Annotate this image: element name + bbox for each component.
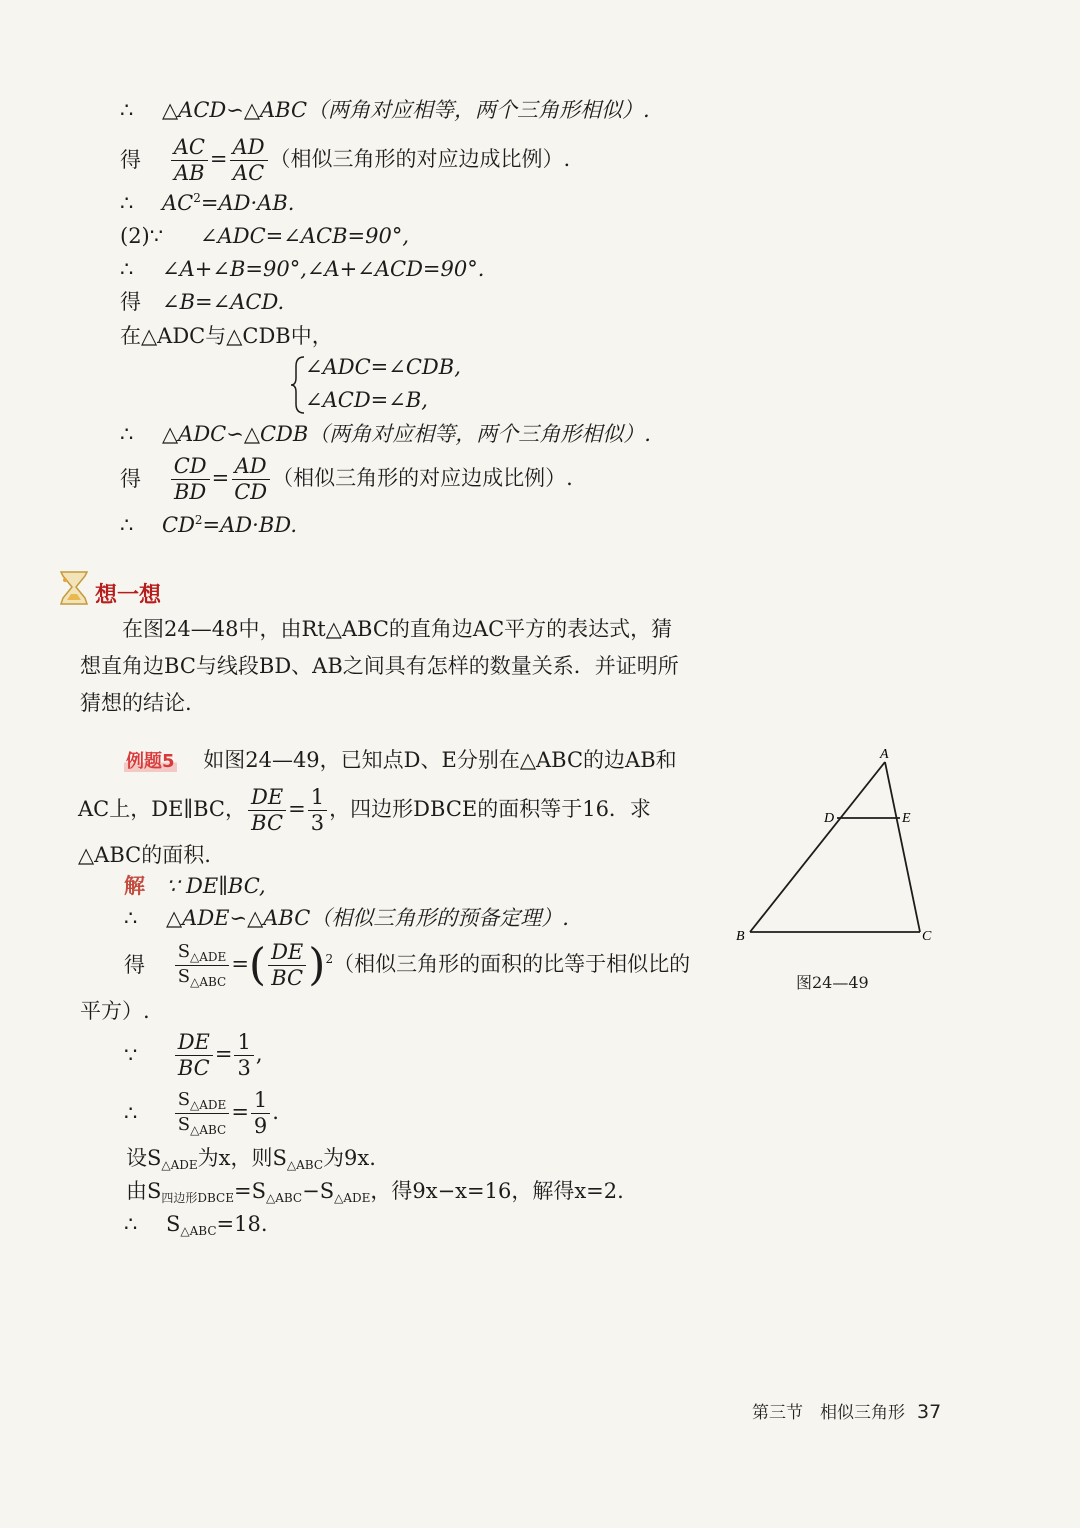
proof-line-4: (2)∵ ∠ADC=∠ACB=90°, [120, 224, 410, 248]
left-brace [290, 356, 306, 414]
solution-line-2: ∴ △ADE∽△ABC（相似三角形的预备定理）. [124, 906, 569, 930]
triangle-figure [730, 740, 950, 955]
proof-line-3: ∴ $AC^2=AD\cdot AB$. [120, 191, 295, 215]
point-d-label: D [824, 811, 835, 826]
fraction: $\frac{DE}{BC}$ [175, 1032, 213, 1079]
fraction: $\frac{S_{\triangle ADE}}{S_{\triangle ABC}}$ [175, 943, 230, 988]
solution-line-3: 得 $\frac{S_{\triangle ADE}}{S_{\triangle ABC}}$ =( $\frac{DE}{BC}$ )$^2$（相似三角形的面积的比等于相似比的 [124, 939, 691, 991]
page-footer [752, 1398, 941, 1423]
fraction: $\frac{DE}{BC}$ [268, 942, 306, 989]
proof-line-2: 得 $\frac{AC}{AB}$ = $\frac{AD}{AC}$ （相似三角形的对应边成比例）. [120, 135, 571, 185]
example-label: 例题5 [126, 751, 175, 772]
fraction: $\frac{AC}{AB}$ [171, 137, 208, 184]
page-number: 37 [917, 1401, 942, 1423]
think-section-title: 想一想 [95, 583, 162, 608]
fraction: $\frac{1}{9}$ [251, 1090, 270, 1137]
point-e-label: E [902, 811, 911, 826]
solution-line-3-cont: 平方）. [80, 999, 150, 1023]
side-ac [885, 762, 920, 932]
vertex-c-label: C [922, 929, 932, 944]
solution-line-4: ∵ $\frac{DE}{BC}$ = $\frac{1}{3}$ , [124, 1030, 263, 1080]
vertex-a-label: A [880, 747, 889, 762]
proof-line-8: ∴ △ADC∽△CDB（两角对应相等，两个三角形相似）. [120, 422, 651, 446]
fraction: $\frac{AD}{CD}$ [231, 456, 270, 503]
vertex-b-label: B [736, 929, 745, 944]
brace-condition-2: ∠ACD=∠B, [305, 388, 428, 412]
proof-line-6: 得 ∠B=∠ACD. [120, 290, 285, 314]
think-paragraph: 在图24—48中，由Rt△ABC的直角边AC平方的表达式，猜 想直角边BC与线段BD、AB之间具有怎样的数量关系．并证明所 猜想的结论. [80, 617, 679, 715]
solution-line-5: ∴ $\frac{S_{\triangle ADE}}{S_{\triangle ABC}}$ = $\frac{1}{9}$ . [124, 1088, 279, 1138]
proof-line-9: 得 $\frac{CD}{BD}$ = $\frac{AD}{CD}$ （相似三角形的对应边成比例）. [120, 454, 573, 504]
fraction: $\frac{CD}{BD}$ [171, 456, 210, 503]
proof-line-7: 在△ADC与△CDB中， [120, 324, 333, 348]
solution-line-7: 由$S_{四边形DBCE}=S_{\triangle ABC}-S_{\triangle ADE}$，得9x−x=16，解得x=2. [126, 1179, 624, 1205]
fraction: $\frac{1}{3}$ [234, 1032, 253, 1079]
fraction: $\frac{S_{\triangle ADE}}{S_{\triangle ABC}}$ [175, 1091, 230, 1136]
solution-line-6: 设$S_{\triangle ADE}$为x，则$S_{\triangle ABC}$为9x. [126, 1146, 376, 1172]
fraction: $\frac{DE}{BC}$ [248, 787, 286, 834]
brace-condition-1: ∠ADC=∠CDB, [305, 355, 461, 379]
solution-line-8: ∴ $S_{\triangle ABC}=18$. [124, 1212, 268, 1238]
hourglass-icon [55, 568, 95, 608]
fraction: $\frac{AD}{AC}$ [230, 137, 268, 184]
proof-line-10: ∴ $CD^2=AD\cdot BD$. [120, 513, 298, 537]
proof-line-5: ∴ ∠A+∠B=90°,∠A+∠ACD=90°. [120, 257, 485, 281]
example-line-3: △ABC的面积. [78, 843, 211, 867]
figure-caption: 图24—49 [796, 973, 869, 992]
solution-line-1: 解 ∵ DE∥BC, [124, 874, 266, 898]
proof-line-1: ∴ △ACD∽△ABC（两角对应相等，两个三角形相似）. [120, 98, 650, 122]
fraction: $\frac{1}{3}$ [308, 787, 327, 834]
section-name: 第三节 相似三角形 [752, 1403, 905, 1423]
example-line-1: 例题5 如图24—49，已知点D、E分别在△ABC的边AB和 [126, 748, 677, 772]
side-ab [750, 762, 885, 932]
example-line-2: AC上，DE∥BC， $\frac{DE}{BC}$ = $\frac{1}{3}$ ，四边形DBCE的面积等于16．求 [78, 785, 651, 835]
